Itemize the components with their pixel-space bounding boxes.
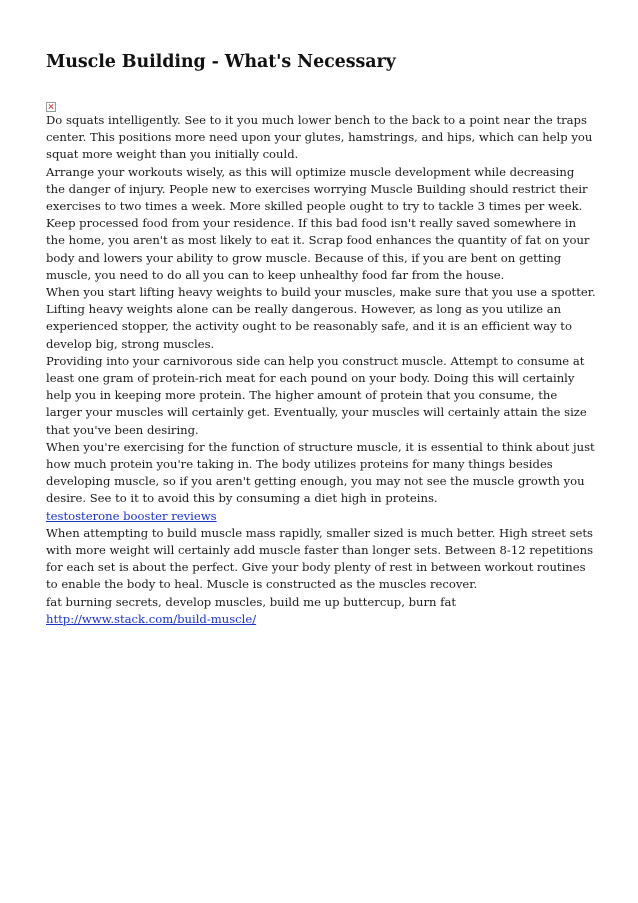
testosterone-booster-link[interactable]: testosterone booster reviews <box>46 508 217 523</box>
document-title: Muscle Building - What's Necessary <box>46 52 396 72</box>
source-url-link[interactable]: http://www.stack.com/build-muscle/ <box>46 611 257 626</box>
broken-image-icon <box>46 102 56 112</box>
paragraph: When you start lifting heavy weights to build your muscles, make sure that you use a spotter. Lifting heavy weights alone can be really dangerous. However, as long as you utilize an experienced stopper, the activity ought to be reasonably safe, and it is an efficient way to develop big, strong muscles. <box>46 285 596 351</box>
paragraph: Do squats intelligently. See to it you much lower bench to the back to a point near the traps center. This positions more need upon your glutes, hamstrings, and hips, which can help you squat more weight than you initially could. <box>46 113 593 162</box>
paragraph: Arrange your workouts wisely, as this will optimize muscle development while decreasing the danger of injury. People new to exercises worrying Muscle Building should restrict their exercises to two times a week. More skilled people ought to try to tackle 3 times per week. <box>46 164 588 214</box>
link-paragraph <box>46 508 596 525</box>
tags-line: fat burning secrets, develop muscles, build me up buttercup, burn fat <box>46 594 457 609</box>
paragraph: Providing into your carnivorous side can help you construct muscle. Attempt to consume at least one gram of protein-rich meat for each pound on your body. Doing this will certainly help you in keeping more protein. The higher amount of protein that you consume, the larger your muscles will certainly get. Eventually, your muscles will certainly attain the size that you've been desiring. <box>46 353 587 437</box>
paragraph: When attempting to build muscle mass rapidly, smaller sized is much better. High street sets with more weight will certainly add muscle faster than longer sets. Between 8-12 repetitions for each set is about the perfect. Give your body plenty of rest in between workout routines to enable the body to heal. Muscle is constructed as the muscles recover. <box>46 525 594 592</box>
document-page <box>46 50 596 628</box>
url-paragraph <box>46 611 596 628</box>
paragraph: Keep processed food from your residence. If this bad food isn't really saved somewhere in the home, you aren't as most likely to eat it. Scrap food enhances the quantity of fat on your body and lowers your ability to grow muscle. Because of this, if you are bent on getting muscle, you need to do all you can to keep unhealthy food far from the house. <box>46 216 590 282</box>
paragraph: When you're exercising for the function of structure muscle, it is essential to think about just how much protein you're taking in. The body utilizes proteins for many things besides developing muscle, so if you aren't getting enough, you may not see the muscle growth you desire. See to it to avoid this by consuming a diet high in proteins. <box>46 439 595 506</box>
